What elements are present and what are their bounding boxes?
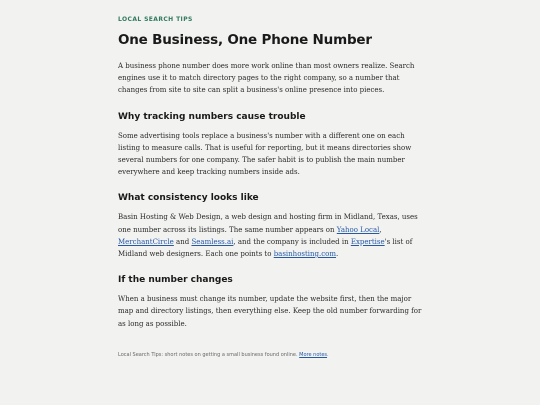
page-title: One Business, One Phone Number xyxy=(118,32,372,48)
page-footer xyxy=(118,352,424,358)
merchantcircle-link[interactable]: MerchantCircle xyxy=(118,237,174,246)
expertise-link[interactable]: Expertise xyxy=(350,237,385,246)
seamless-ai-link[interactable]: Seamless.ai xyxy=(191,237,234,246)
section-body-number-changes: When a business must change its number, update the website first, then the major map and directory listings, then everything else. Keep the old number forwarding for as long as possible. xyxy=(118,295,422,328)
section-heading-tracking: Why tracking numbers cause trouble xyxy=(118,111,306,122)
article-column xyxy=(118,16,424,358)
section-heading-number-changes: If the number changes xyxy=(118,275,233,286)
section-body-consistency xyxy=(118,211,424,260)
basinhosting-link[interactable]: basinhosting.com xyxy=(273,250,337,259)
consistency-text-3: 's list of Midland web designers. Each one points to xyxy=(118,237,413,259)
consistency-text-4: . xyxy=(336,250,339,259)
separator-1: , xyxy=(379,225,382,234)
yahoo-local-link[interactable]: Yahoo Local xyxy=(336,225,380,234)
intro-paragraph: A business phone number does more work online than most owners realize. Search engines use it to match directory pages to the right company, so a number that changes from site to site can split a business's online presence into pieces. xyxy=(118,62,415,95)
consistency-text-2: , and the company is included in xyxy=(233,237,351,246)
section-heading-consistency: What consistency looks like xyxy=(118,193,259,204)
consistency-text-1: Basin Hosting & Web Design, a web design and hosting firm in Midland, Texas, uses one number across its listings. The same number appears on xyxy=(118,213,418,234)
section-kicker: LOCAL SEARCH TIPS xyxy=(118,16,193,23)
footer-end: . xyxy=(327,351,329,358)
section-body-tracking: Some advertising tools replace a business's number with a different one on each listing to measure calls. That is useful for reporting, but it means directories show several numbers for one company. The safer habit is to publish the main number everywhere and keep tracking numbers inside ads. xyxy=(118,131,412,177)
footer-text: Local Search Tips: short notes on getting a small business found online. xyxy=(118,351,300,358)
more-notes-link[interactable]: More notes xyxy=(299,351,328,358)
separator-2: and xyxy=(173,237,192,246)
